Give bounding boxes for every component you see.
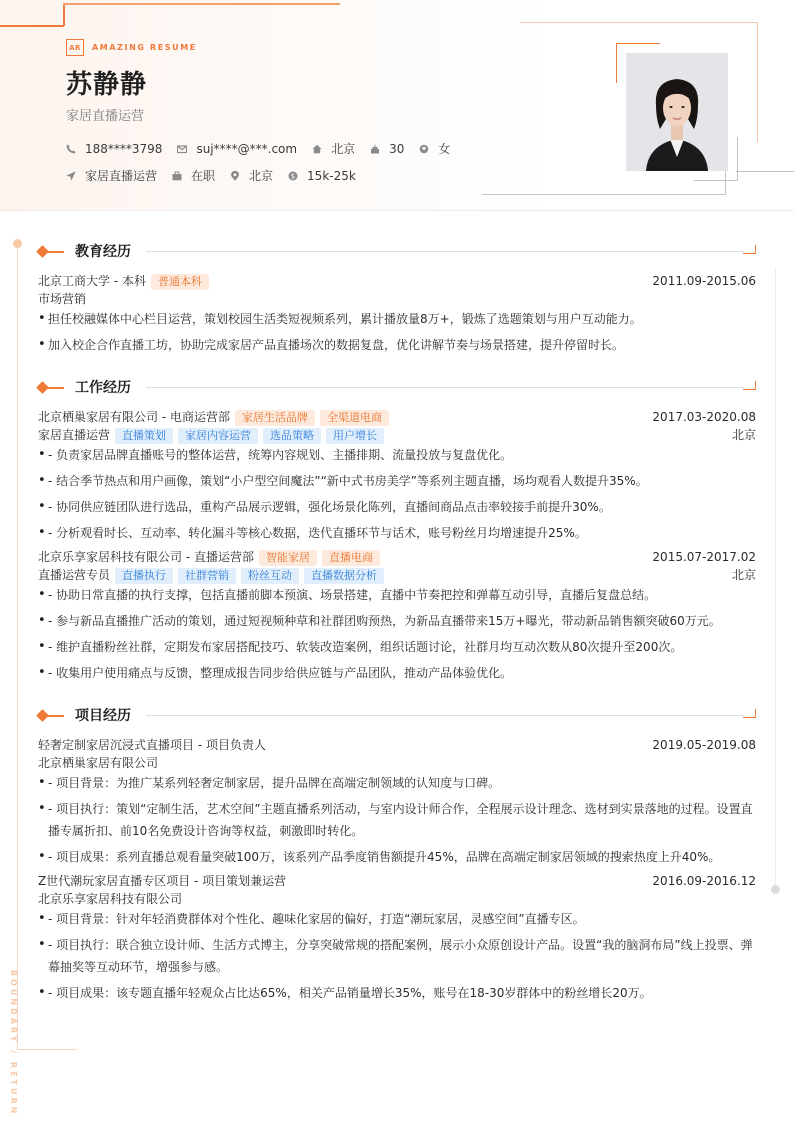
decor-line (694, 180, 738, 181)
position-name: 直播运营专员 (38, 568, 111, 582)
skill-tag: 家居内容运营 (178, 428, 258, 444)
intention-status (172, 167, 215, 184)
section-title-education (38, 241, 756, 261)
section-dash (47, 251, 64, 253)
decor-line (520, 22, 758, 23)
candidate-role: 家居直播运营 (66, 109, 145, 124)
job-header-row (38, 549, 756, 566)
send-icon (66, 171, 76, 181)
skill-tag: 社群营销 (178, 568, 236, 584)
timeline-dot (13, 239, 22, 248)
section-divider (146, 251, 744, 252)
decor-line (616, 43, 617, 83)
list-item: • - 分析观看时长、互动率、转化漏斗等核心数据，迭代直播环节与话术，账号粉丝月均增速提升25%。 (38, 522, 756, 544)
brand-box: AR (66, 39, 84, 56)
section-divider (146, 715, 744, 716)
briefcase-icon (172, 171, 182, 181)
right-rail-dot (771, 885, 780, 894)
company-name: 北京乐享家居科技有限公司 - 直播运营部 (38, 550, 254, 564)
list-item: • 担任校融媒体中心栏目运营，策划校园生活类短视频系列，累计播放量8万+，锻炼了选题策划与用户互动能力。 (38, 308, 756, 330)
section-title-text: 项目经历 (75, 708, 131, 724)
list-item: • - 项目执行：策划“定制生活，艺术空间”主题直播系列活动，与室内设计师合作，全程展示设计理念、选材到实景落地的过程。设置直播专属折扣、前10名免费设计咨询等权益，刺激即时转化。 (38, 798, 756, 842)
list-item: • - 项目成果：该专题直播年轻观众占比达65%，相关产品销量增长35%，账号在18-30岁群体中的粉丝增长20万。 (38, 982, 756, 1004)
job-position-row (38, 567, 756, 584)
gender-text: 女 (438, 142, 451, 156)
project-name: 轻奢定制家居沉浸式直播项目 - 项目负责人 (38, 738, 266, 752)
project-bullets (38, 772, 756, 872)
skill-tag: 直播策划 (115, 428, 173, 444)
intention-position (66, 167, 157, 184)
contact-row (66, 140, 465, 157)
profile-photo (626, 53, 728, 171)
right-rail-line (775, 268, 776, 888)
list-item: • - 项目背景：为推广某系列轻奢定制家居，提升品牌在高端定制领域的认知度与口碑。 (38, 772, 756, 794)
money-icon (288, 171, 298, 181)
project-date: 2019.05-2019.08 (652, 738, 756, 752)
company-name: 北京栖巢家居有限公司 - 电商运营部 (38, 410, 230, 424)
education-date: 2011.09-2015.06 (652, 274, 756, 288)
list-item: • - 负责家居品牌直播账号的整体运营，统筹内容规划、主播排期、流量投放与复盘优化。 (38, 444, 756, 466)
degree-tag: 普通本科 (151, 274, 209, 290)
project-header-row (38, 737, 756, 754)
decor-line (757, 22, 758, 142)
resume-header (0, 0, 794, 211)
brand-text: AMAZING RESUME (92, 43, 197, 52)
job-header-row (38, 409, 756, 426)
section-divider (146, 387, 744, 388)
age-text: 30 (389, 141, 405, 156)
decor-line (737, 137, 738, 181)
list-item: • - 维护直播粉丝社群，定期发布家居搭配技巧、软装改造案例，组织话题讨论，社群月均互动次数从80次提升至200次。 (38, 636, 756, 658)
side-vertical-text: BOUNDARY / RETURN (9, 970, 18, 1117)
project-company-row (38, 755, 756, 772)
contact-age (370, 142, 404, 156)
project-bullets (38, 908, 756, 1008)
contact-gender (419, 140, 450, 157)
section-title-text: 教育经历 (75, 244, 131, 260)
job-date: 2015.07-2017.02 (652, 550, 756, 564)
intention-city-text: 北京 (249, 169, 274, 183)
contact-phone (66, 142, 162, 156)
project-header-row (38, 873, 756, 890)
job-bullets (38, 444, 756, 548)
decor-line (736, 171, 794, 172)
email-text: suj****@***.com (196, 141, 298, 156)
list-item: • - 协同供应链团队进行选品，重构产品展示逻辑，强化场景化陈列，直播间商品点击率较接手前提升30%。 (38, 496, 756, 518)
section-corner-mark (743, 381, 756, 390)
list-item: • - 项目背景：针对年轻消费群体对个性化、趣味化家居的偏好，打造“潮玩家居，灵感空间”直播专区。 (38, 908, 756, 930)
candidate-name: 苏静静 (66, 70, 148, 100)
phone-icon (66, 144, 76, 154)
section-dash (47, 715, 64, 717)
section-title-projects (38, 705, 756, 725)
job-position-row (38, 427, 756, 444)
decor-line (0, 25, 64, 27)
skill-tag: 直播数据分析 (304, 568, 384, 584)
contact-email (177, 142, 297, 156)
education-bullets (38, 308, 756, 360)
phone-text: 188****3798 (85, 141, 163, 156)
company-tag: 智能家居 (259, 550, 317, 566)
position-name: 家居直播运营 (38, 428, 111, 442)
list-item: • - 结合季节热点和用户画像，策划“小户型空间魔法”“新中式书房美学”等系列主题直播，场均观看人数提升35%。 (38, 470, 756, 492)
intention-salary (288, 169, 356, 183)
contact-city (312, 140, 355, 157)
job-location: 北京 (731, 428, 756, 442)
project-name: Z世代潮玩家居直播专区项目 - 项目策划兼运营 (38, 874, 287, 888)
decor-line (482, 194, 726, 195)
company-tag: 家居生活品牌 (235, 410, 315, 426)
timeline-line (17, 248, 18, 1050)
mail-icon (177, 144, 187, 154)
svg-text:$: $ (290, 172, 296, 181)
decor-line (63, 3, 340, 5)
decor-line (616, 43, 660, 44)
section-dash (47, 387, 64, 389)
section-corner-mark (743, 245, 756, 254)
company-tag: 直播电商 (322, 550, 380, 566)
project-date: 2016.09-2016.12 (652, 874, 756, 888)
home-icon (312, 144, 322, 154)
skill-tag: 选品策略 (263, 428, 321, 444)
job-bullets (38, 584, 756, 688)
skill-tag: 用户增长 (326, 428, 384, 444)
project-company: 北京乐享家居科技有限公司 (38, 892, 183, 906)
cake-icon (370, 144, 380, 154)
list-item: • - 项目执行：联合独立设计师、生活方式博主，分享突破常规的搭配案例，展示小众原创设计产品。设置“我的脑洞布局”线上投票、弹幕抽奖等互动环节，增强参与感。 (38, 934, 756, 978)
intention-salary-text: 15k-25k (307, 168, 356, 183)
list-item: • 加入校企合作直播工坊，协助完成家居产品直播场次的数据复盘，优化讲解节奏与场景搭建，提升停留时长。 (38, 334, 756, 356)
list-item: • - 项目成果：系列直播总观看量突破100万，该系列产品季度销售额提升45%，品牌在高端定制家居领域的搜索热度上升40%。 (38, 846, 756, 868)
list-item: • - 协助日常直播的执行支撑，包括直播前脚本预演、场景搭建，直播中节奏把控和弹幕互动引导，直播后复盘总结。 (38, 584, 756, 606)
intention-position-text: 家居直播运营 (85, 169, 158, 183)
gender-icon (419, 144, 429, 154)
section-title-work (38, 377, 756, 397)
skill-tag: 直播执行 (115, 568, 173, 584)
education-header-row (38, 273, 756, 290)
timeline-foot (17, 1049, 77, 1050)
intention-row (66, 167, 371, 184)
job-location: 北京 (731, 568, 756, 582)
list-item: • - 收集用户使用痛点与反馈，整理成报告同步给供应链与产品团队，推动产品体验优化。 (38, 662, 756, 684)
decor-line (725, 170, 726, 195)
skill-tag: 粉丝互动 (241, 568, 299, 584)
decor-line (63, 4, 65, 26)
section-corner-mark (743, 709, 756, 718)
intention-status-text: 在职 (191, 169, 216, 183)
section-title-text: 工作经历 (75, 380, 131, 396)
intention-city (230, 167, 273, 184)
company-tag: 全渠道电商 (320, 410, 389, 426)
project-company-row (38, 891, 756, 908)
school-name: 北京工商大学 - 本科 (38, 274, 146, 288)
location-icon (230, 171, 240, 181)
city-text: 北京 (331, 142, 356, 156)
list-item: • - 参与新品直播推广活动的策划，通过短视频种草和社群团购预热，为新品直播带来15万+曝光，带动新品销售额突破60万元。 (38, 610, 756, 632)
brand-logo (66, 39, 197, 56)
education-major-row (38, 291, 756, 308)
project-company: 北京栖巢家居有限公司 (38, 756, 159, 770)
major-text: 市场营销 (38, 292, 87, 306)
job-date: 2017.03-2020.08 (652, 410, 756, 424)
